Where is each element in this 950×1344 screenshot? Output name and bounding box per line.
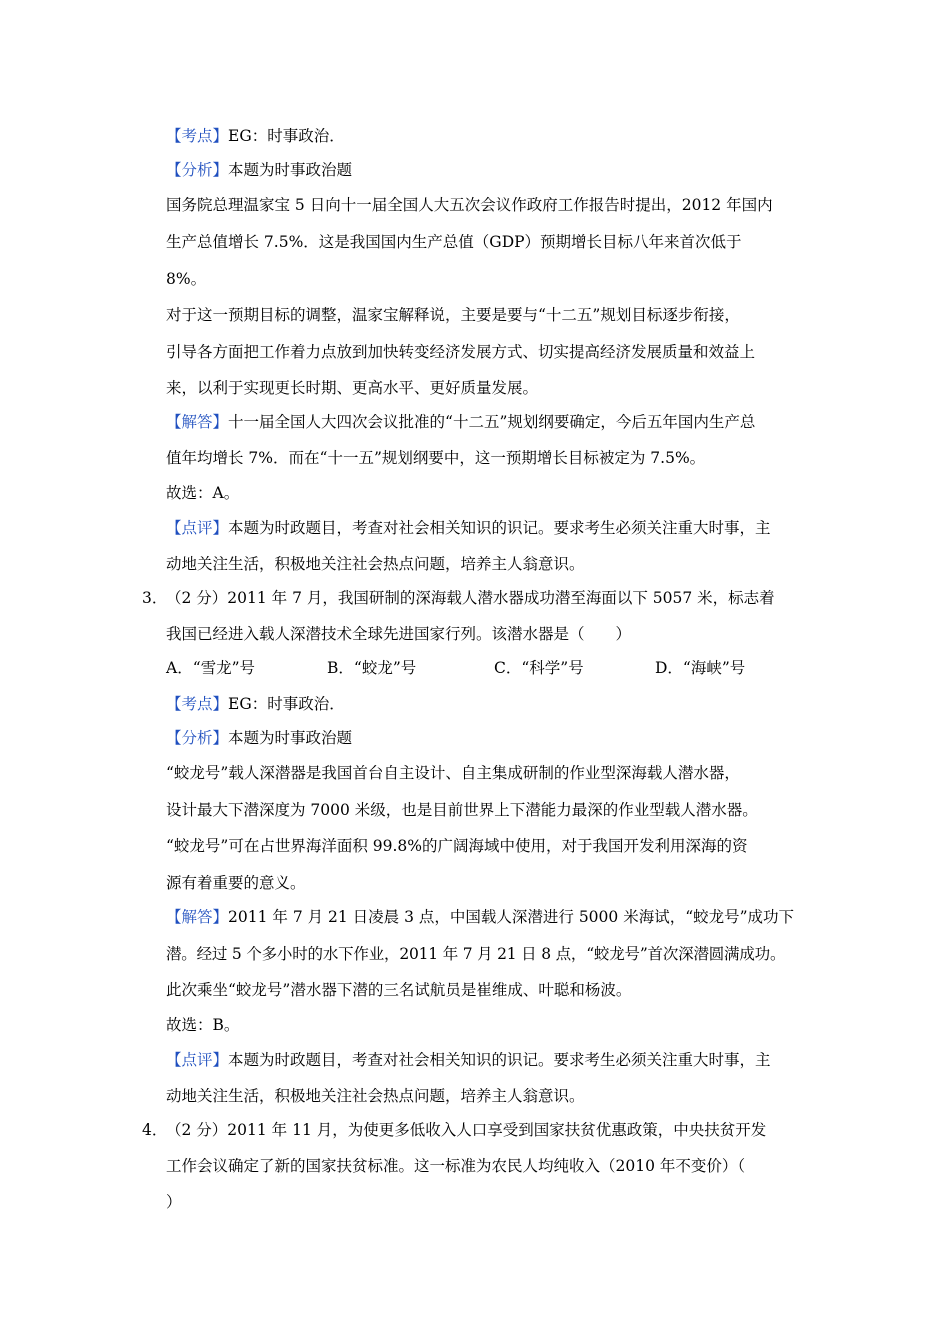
question-4-stem: ） xyxy=(166,1193,182,1211)
kaodian-tag: 【考点】 xyxy=(166,695,229,713)
analysis-line: 引导各方面把工作着力点放到加快转变经济发展方式、切实提高经济发展质量和效益上 xyxy=(166,343,756,361)
jieda-text: 十一届全国人大四次会议批准的“十二五”规划纲要确定，今后五年国内生产总 xyxy=(228,413,756,431)
dianping-tag: 【点评】 xyxy=(166,1051,229,1069)
analysis-line: 对于这一预期目标的调整，温家宝解释说，主要是要与“十二五”规划目标逐步衔接， xyxy=(166,306,740,324)
question-3-stem: 我国已经进入载人深潜技术全球先进国家行列。该潜水器是（ ） xyxy=(166,625,632,643)
jieda-line xyxy=(166,411,755,433)
answer-line: 故选：A。 xyxy=(166,484,240,502)
fenxi-text: 本题为时事政治题 xyxy=(228,729,353,747)
analysis-line: “蛟龙号”载人深潜器是我国首台自主设计、自主集成研制的作业型深海载人潜水器， xyxy=(166,764,740,782)
kaodian-text: EG：时事政治． xyxy=(228,127,345,145)
dianping-line xyxy=(166,517,771,539)
question-3-number: 3． xyxy=(142,589,168,607)
dianping-line: 动地关注生活，积极地关注社会热点问题，培养主人翁意识。 xyxy=(166,1087,585,1105)
kaodian-text: EG：时事政治． xyxy=(228,695,345,713)
option-a: A．“雪龙”号 xyxy=(166,659,256,677)
fenxi-line xyxy=(166,727,352,749)
kaodian-line xyxy=(166,693,345,715)
dianping-text: 本题为时政题目，考查对社会相关知识的识记。要求考生必须关注重大时事，主 xyxy=(228,1051,771,1069)
jieda-line: 此次乘坐“蛟龙号”潜水器下潜的三名试航员是崔维成、叶聪和杨波。 xyxy=(166,981,632,999)
question-4-number: 4． xyxy=(142,1121,168,1139)
answer-line: 故选：B。 xyxy=(166,1016,240,1034)
analysis-line: 来，以利于实现更长时期、更高水平、更好质量发展。 xyxy=(166,379,539,397)
analysis-line: 源有着重要的意义。 xyxy=(166,874,306,892)
jieda-line: 潜。经过 5 个多小时的水下作业，2011 年 7 月 21 日 8 点，“蛟龙号”首次深潜圆满成功。 xyxy=(166,945,786,963)
analysis-line: “蛟龙号”可在占世界海洋面积 99.8%的广阔海域中使用，对于我国开发利用深海的资 xyxy=(166,837,748,855)
analysis-line: 设计最大下潜深度为 7000 米级，也是目前世界上下潜能力最深的作业型载人潜水器。 xyxy=(166,801,758,819)
fenxi-line xyxy=(166,159,352,181)
analysis-line: 国务院总理温家宝 5 日向十一届全国人大五次会议作政府工作报告时提出，2012 年国内 xyxy=(166,196,773,214)
option-d: D．“海峡”号 xyxy=(655,659,746,677)
question-3-stem: （2 分）2011 年 7 月，我国研制的深海载人潜水器成功潜至海面以下 5057 米，标志着 xyxy=(166,589,775,607)
option-b: B．“蛟龙”号 xyxy=(327,659,417,677)
fenxi-tag: 【分析】 xyxy=(166,161,229,179)
analysis-line: 生产总值增长 7.5%．这是我国国内生产总值（GDP）预期增长目标八年来首次低于 xyxy=(166,233,742,251)
dianping-tag: 【点评】 xyxy=(166,519,229,537)
jieda-line xyxy=(166,906,794,928)
dianping-text: 本题为时政题目，考查对社会相关知识的识记。要求考生必须关注重大时事，主 xyxy=(228,519,771,537)
fenxi-tag: 【分析】 xyxy=(166,729,229,747)
question-4-stem: （2 分）2011 年 11 月，为使更多低收入人口享受到国家扶贫优惠政策，中央扶贫开发 xyxy=(166,1121,767,1139)
option-c: C．“科学”号 xyxy=(494,659,584,677)
jieda-text: 2011 年 7 月 21 日凌晨 3 点，中国载人深潜进行 5000 米海试，“蛟龙号”成功下 xyxy=(228,908,795,926)
question-4-stem: 工作会议确定了新的国家扶贫标准。这一标准为农民人均纯收入（2010 年不变价）（ xyxy=(166,1157,746,1175)
kaodian-line xyxy=(166,125,345,147)
fenxi-text: 本题为时事政治题 xyxy=(228,161,353,179)
dianping-line xyxy=(166,1049,771,1071)
jieda-line: 值年均增长 7%．而在“十一五”规划纲要中，这一预期增长目标被定为 7.5%。 xyxy=(166,449,706,467)
jieda-tag: 【解答】 xyxy=(166,908,229,926)
dianping-line: 动地关注生活，积极地关注社会热点问题，培养主人翁意识。 xyxy=(166,555,585,573)
jieda-tag: 【解答】 xyxy=(166,413,229,431)
kaodian-tag: 【考点】 xyxy=(166,127,229,145)
analysis-line: 8%。 xyxy=(166,270,207,288)
